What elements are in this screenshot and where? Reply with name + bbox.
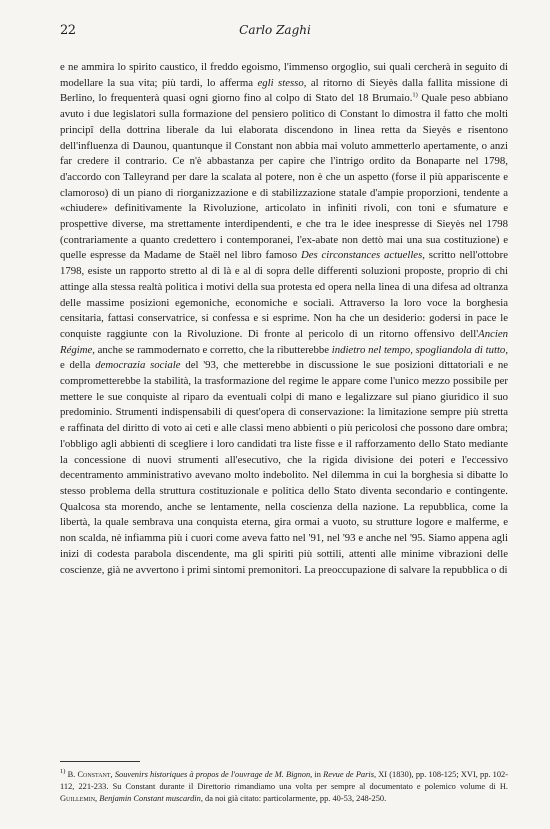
page-number: 22 [60, 23, 76, 38]
footnote-rule [60, 761, 140, 762]
footnote-number: 1) [60, 768, 66, 776]
footnote-marker: 1) [412, 91, 418, 99]
footnote-1: $^{1)}$ B. Constant, Souvenirs historiques à propos de l'ouvrage de M. Bignon, in Revue de Paris, XI (1830), pp. 108-125; XVI, pp. 102-112, 221-233. Su Constant durante il Direttorio rimandiamo una volta per sempre al documentato e polemico volume di H. Guillemin, Benjamin Constant muscardin, da noi già citato: particolarmente, pp. 40-53, 248-250. [60, 768, 508, 803]
running-head: Carlo Zaghi [239, 23, 311, 37]
body-text [60, 60, 508, 578]
footnotes [60, 769, 508, 804]
page-header [60, 23, 490, 43]
body-paragraph: e ne ammira lo spirito caustico, il freddo egoismo, l'immenso orgoglio, sui quali cercherà in seguito di modellare la sua vita; più tardi, lo afferma egli stesso, al ritorno di Sieyès dalla fallita missione di Berlino, lo frequenterà quasi ogni giorno fino al colpo di Stato del 18 Brumaio.$^{1)}$ Quale peso abbiano avuto i due legislatori sulla formazione del pensiero politico di Constant lo dimostra il fatto che molti principî della dottrina liberale da lui elaborata discendono in linea retta da Sieyès e risentono dell'influenza di Daunou, quantunque il Constant non abbia mai voluto ammetterlo apertamente, o anzi far credere il contrario. Ce n'è abbastanza per capire che l'intrigo ordito da Bonaparte nel 1798, d'accordo con Talleyrand per dare la scalata al potere, non è che un aspetto (forse il più appariscente e clamoroso) di un piano di riorganizzazione e di stabilizzazione statale d'ampie proporzioni, tendente a «chiudere» definitivamente la Rivoluzione, articolato in infiniti rivoli, con toni e sfumature e prospettive diverse, ma strettamente interdipendenti, e che tra le idee inespresse di Sieyès nel 1798 (contrariamente a quanto credettero i contemporanei, l'ex-abate non dettò mai una sua costituzione) e quelle espresse da Madame de Staël nel libro famoso Des circonstances actuelles, scritto nell'ottobre 1798, esiste un rapporto stretto al di là e al di sopra delle differenti soluzioni proposte, proprio di chi attinge alla stessa realtà politica i motivi della sua protesta ed opera nella linea di una difesa ad oltranza delle massime posizioni egemoniche, economiche e sociali. Attraverso la loro voce la borghesia censitaria, fattasi conservatrice, si confessa e si esprime. Non ha che un desiderio: godersi in pace le conquiste raggiunte con la Rivoluzione. Di fronte al pericolo di un ritorno offensivo dell'Ancien Régime, anche se rammodernato e corretto, che la ributterebbe indietro nel tempo, spogliandola di tutto, e della democrazia sociale del '93, che metterebbe in discussione le sue posizioni dittatoriali e ne comprometterebbe la stabilità, la trasformazione del regime le appare come l'unico mezzo possibile per mettere le sue conquiste al riparo da eventuali colpi di mano e legalizzare sul piano giuridico il suo predominio. Strumenti indispensabili di quest'opera di conservazione: la limitazione sempre più stretta e raffinata del diritto di voto ai ceti e alle classi meno abbienti o più pericolosi che possono dare ombra; l'obbligo agli abbienti di scegliere i loro candidati tra liste fisse e il rafforzamento dello Stato mediante la concessione di nuovi strumenti all'esecutivo, che la rigida divisione dei poteri e l'eccessivo decentramento amministrativo avevano molto indebolito. Nel dilemma in cui la borghesia si dibatte lo stesso problema della struttura costituzionale e politica dello Stato diventa secondario e contingente. Qualcosa sta morendo, anche se lentamente, nella coscienza della nazione. La repubblica, come la libertà, la quale sembrava una conquista eterna, gira ormai a vuoto, su strutture logore e malferme, e non scalda, nè infiamma più i cuori come aveva fatto nel '91, nel '93 e anche nel '95. Siamo appena agli inizi di codesta parabola discendente, ma gli spiriti più sottili, attenti alle minime vibrazioni delle coscienze, già ne avvertono i primi sintomi premonitori. La preoccupazione di salvare la repubblica o di [60, 61, 508, 576]
